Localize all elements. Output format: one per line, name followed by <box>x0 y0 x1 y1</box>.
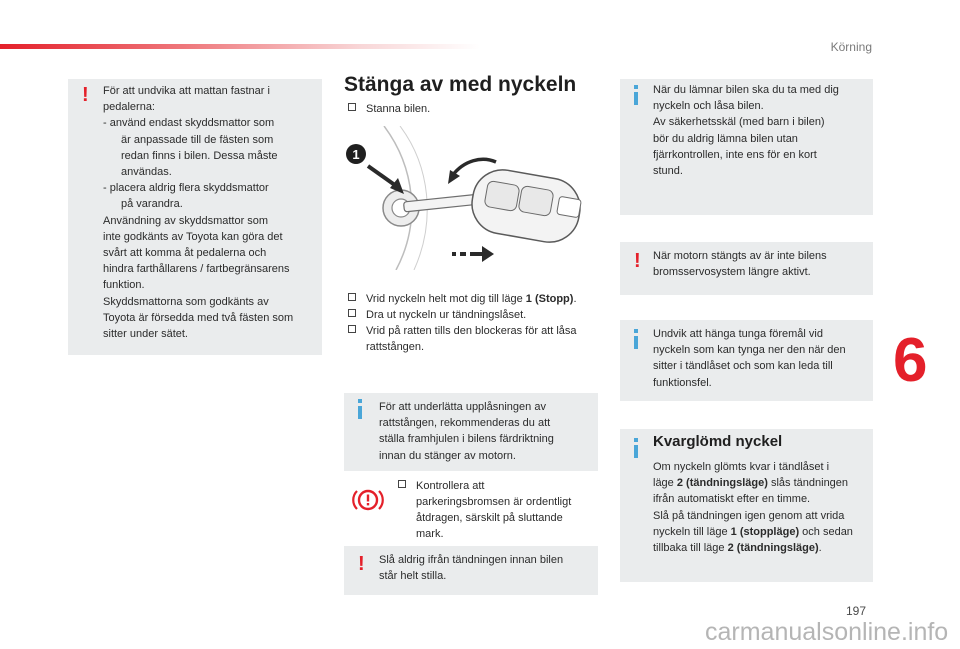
warning-line: funktion. <box>103 279 145 292</box>
steps-list <box>348 291 577 355</box>
watermark: carmanualsonline.info <box>705 618 949 646</box>
info-line: nyckeln som kan tynga ner den när den <box>653 344 846 357</box>
warning-line: på varandra. <box>121 198 183 211</box>
warning-line: bromsservosystem längre aktivt. <box>653 266 811 279</box>
section-title: Körning <box>830 40 872 54</box>
brake-line: åtdragen, särskilt på sluttande <box>416 512 563 524</box>
mat-warning-text <box>103 83 293 342</box>
text-line: nyckeln till läge <box>653 525 731 538</box>
warning-line: - använd endast skyddsmattor som <box>103 117 275 130</box>
text-bold: 2 (tändningsläge) <box>727 542 819 555</box>
warning-line: användas. <box>121 166 172 179</box>
warning-line: pedalerna: <box>103 101 155 114</box>
page-number: 197 <box>846 604 867 618</box>
brake-line: mark. <box>416 528 444 540</box>
warning-line: Skyddsmattorna som godkänts av <box>103 295 269 308</box>
info-line: sitter i tändlåset och som kan leda till <box>653 360 833 373</box>
info-line: Undvik att hänga tunga föremål vid <box>653 328 823 340</box>
warning-line: - placera aldrig flera skyddsmattor <box>103 182 269 195</box>
step-turn-key <box>348 291 577 307</box>
step-text: Vrid på ratten tills den blockeras för att låsa <box>366 325 577 337</box>
step-text: Vrid nyckeln helt mot dig till läge <box>366 293 526 305</box>
step-text: Stanna bilen. <box>366 103 431 115</box>
steering-info-box <box>344 393 598 471</box>
warning-line: är anpassade till de fästen som <box>121 133 274 146</box>
warning-line: står helt stilla. <box>379 570 447 583</box>
warning-icon: ! <box>358 553 365 575</box>
page-title: Stänga av med nyckeln <box>344 73 577 96</box>
text-line: läge <box>653 477 677 490</box>
leave-car-text <box>653 82 839 179</box>
mat-warning-box <box>68 79 322 355</box>
info-icon <box>634 329 638 349</box>
step-remove-key <box>348 307 577 323</box>
text-line: slås tändningen <box>767 477 849 490</box>
steering-info-text <box>379 399 554 464</box>
warning-line: Toyota är försedda med två fästen som <box>103 311 294 324</box>
info-line: fjärrkontrollen, inte ens för en kort <box>653 148 817 161</box>
ignition-warning-box <box>344 546 598 595</box>
step-lock-steering-cont <box>348 339 577 355</box>
info-line: funktionsfel. <box>653 376 712 389</box>
text-line: Slå på tändningen igen genom att vrida <box>653 509 845 522</box>
callout-number: 1 <box>352 147 360 162</box>
warning-line: För att undvika att mattan fastnar i <box>103 85 270 97</box>
brake-warning-icon <box>352 487 384 513</box>
text-bold: 1 (stoppläge) <box>730 525 800 538</box>
warning-line: redan finns i bilen. Dessa måste <box>121 149 278 162</box>
info-icon <box>634 85 638 105</box>
forgotten-key-title: Kvarglömd nyckel <box>653 433 783 450</box>
checkbox-square-icon <box>348 103 356 111</box>
text-line: Om nyckeln glömts kvar i tändlåset i <box>653 461 830 473</box>
parking-brake-note <box>344 478 598 542</box>
ignition-warning-text <box>379 552 563 584</box>
info-line: bör du aldrig lämna bilen utan <box>653 132 798 145</box>
leave-car-info-box <box>620 79 873 215</box>
key-removal-illustration <box>344 126 596 270</box>
info-line: Av säkerhetsskäl (med barn i bilen) <box>653 116 825 129</box>
text-bold: 2 (tändningsläge) <box>676 477 768 490</box>
checkbox-square-icon <box>398 480 406 488</box>
checkbox-square-icon <box>348 309 356 317</box>
text-line: tillbaka till läge <box>653 542 728 555</box>
step-text: . <box>573 293 577 305</box>
info-line: När du lämnar bilen ska du ta med dig <box>653 84 839 96</box>
step-text: rattstången. <box>366 341 425 353</box>
info-line: ställa framhjulen i bilens färdriktning <box>379 433 554 446</box>
heavy-objects-info-box <box>620 320 873 401</box>
step-stop-car <box>348 101 430 117</box>
warning-line: Slå aldrig ifrån tändningen innan bilen <box>379 554 564 566</box>
warning-line: Användning av skyddsmattor som <box>103 214 269 227</box>
info-line: rattstången, rekommenderas du att <box>379 417 551 430</box>
info-line: För att underlätta upplåsningen av <box>379 401 546 413</box>
warning-line: svårt att komma åt pedalerna och <box>103 247 267 260</box>
info-icon <box>634 438 638 458</box>
warning-icon: ! <box>634 250 641 272</box>
brake-line: Kontrollera att <box>416 480 485 492</box>
warning-line: hindra farthållarens / fartbegränsarens <box>103 263 290 276</box>
heavy-objects-text <box>653 326 846 391</box>
warning-line: När motorn stängts av är inte bilens <box>653 250 827 262</box>
checkbox-square-icon <box>348 293 356 301</box>
info-line: nyckeln och låsa bilen. <box>653 100 764 113</box>
step-bold: 1 (Stopp) <box>525 293 574 305</box>
brake-servo-warning-box <box>620 242 873 295</box>
header-accent-bar <box>0 44 480 49</box>
step-lock-steering <box>348 323 577 339</box>
text-line: . <box>818 542 822 555</box>
info-icon <box>358 399 362 419</box>
warning-line: sitter under sätet. <box>103 328 188 341</box>
brake-line: parkeringsbromsen är ordentligt <box>416 496 572 508</box>
info-line: stund. <box>653 165 683 178</box>
chapter-number: 6 <box>893 326 928 395</box>
forgotten-key-text <box>653 459 853 556</box>
warning-line: inte godkänts av Toyota kan göra det <box>103 230 283 243</box>
forgotten-key-box <box>620 429 873 582</box>
step-text: Dra ut nyckeln ur tändningslåset. <box>366 309 527 321</box>
brake-servo-text <box>653 248 827 280</box>
checkbox-square-icon <box>348 325 356 333</box>
text-line: och sedan <box>799 525 853 538</box>
warning-icon: ! <box>82 84 89 106</box>
info-line: innan du stänger av motorn. <box>379 449 516 462</box>
text-line: ifrån automatiskt efter en timme. <box>653 493 811 506</box>
